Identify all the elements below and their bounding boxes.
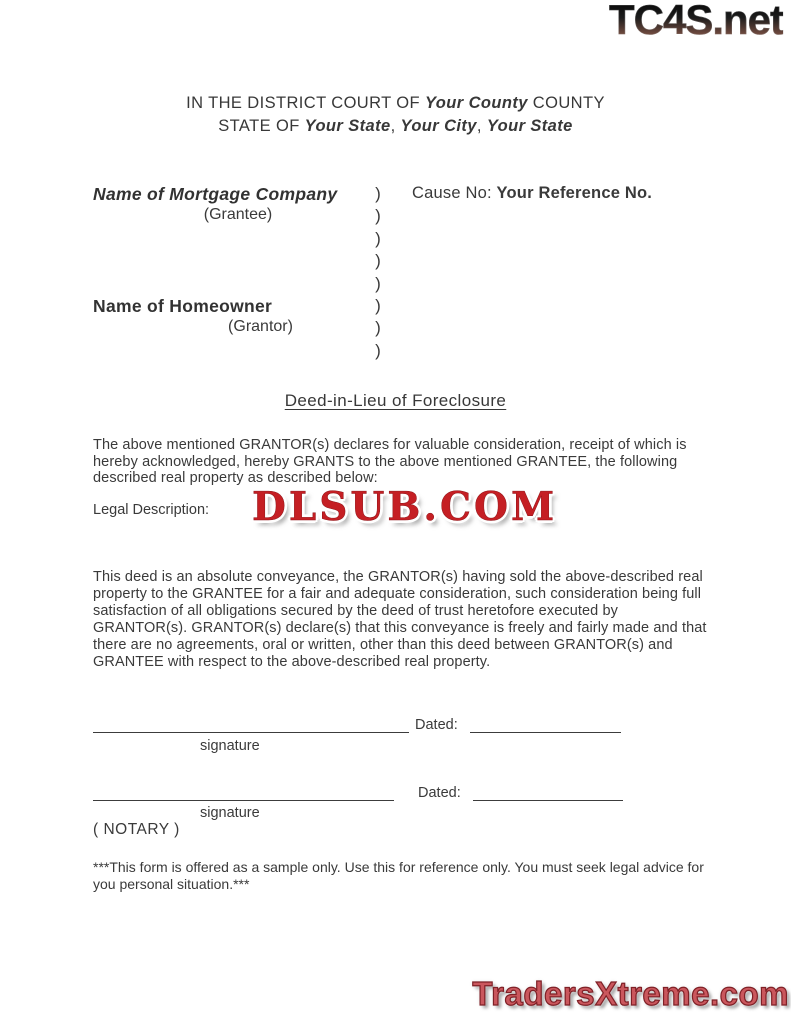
caption-row xyxy=(93,318,733,340)
caption-paren: ) xyxy=(375,340,381,360)
header-text: , xyxy=(390,117,401,135)
caption-paren: ) xyxy=(375,228,381,248)
court-header xyxy=(0,92,791,138)
caption-paren: ) xyxy=(375,295,381,315)
court-header-line2 xyxy=(0,115,791,138)
date-line xyxy=(470,716,621,733)
conveyance-paragraph: This deed is an absolute conveyance, the GRANTOR(s) having sold the above-described real property to the GRANTEE for a fair and adequate consideration, such consideration being full satisfaction of all obligations secured by the deed of trust heretofore executed by GRANTOR(s). GRANTOR(s) declare(s) that this conveyance is freely and fairly made and that there are no agreements, oral or written, other than this deed between GRANTOR(s) and GRANTEE with respect to the above-described real property. xyxy=(93,569,707,670)
caption-row xyxy=(93,229,733,251)
header-text: STATE OF xyxy=(218,117,305,135)
document-title: Deed-in-Lieu of Foreclosure xyxy=(284,391,507,410)
signature-line xyxy=(93,716,409,733)
grantor-name: Name of Homeowner xyxy=(93,295,273,316)
caption-row xyxy=(93,341,733,363)
grantor-role-label: (Grantor) xyxy=(228,318,293,336)
cause-number xyxy=(398,184,733,203)
caption-paren: ) xyxy=(375,251,381,271)
grantee-role-label: (Grantee) xyxy=(203,206,273,224)
your-state-placeholder: Your State xyxy=(304,117,391,135)
notary-label: ( NOTARY ) xyxy=(93,821,180,838)
case-caption xyxy=(93,184,733,363)
caption-row xyxy=(93,296,733,318)
sample-disclaimer: ***This form is offered as a sample only. Use this for reference only. You must seek legal advice for you personal situation.*** xyxy=(93,859,704,892)
your-state-placeholder: Your State xyxy=(486,117,573,135)
header-text: COUNTY xyxy=(527,94,605,112)
dated-label: Dated: xyxy=(415,717,462,733)
signature-row-2 xyxy=(93,784,623,801)
signature-caption-2: signature xyxy=(200,805,260,821)
caption-paren: ) xyxy=(375,184,381,203)
dated-label: Dated: xyxy=(418,785,465,801)
caption-row xyxy=(93,184,733,206)
caption-row xyxy=(93,206,733,228)
caption-paren: ) xyxy=(375,318,381,338)
caption-row xyxy=(93,274,733,296)
cause-value: Your Reference No. xyxy=(496,184,653,202)
grantee-name: Name of Mortgage Company xyxy=(93,184,338,204)
caption-row xyxy=(93,251,733,273)
header-text: , xyxy=(476,117,487,135)
granting-paragraph: The above mentioned GRANTOR(s) declares for valuable consideration, receipt of which is hereby acknowledged, hereby GRANTS to the above mentioned GRANTEE, the following described real property as described below: xyxy=(93,437,687,486)
your-city-placeholder: Your City xyxy=(400,117,477,135)
dlsub-watermark: DLSUB.COM xyxy=(252,484,558,530)
your-county-placeholder: Your County xyxy=(425,94,528,112)
cause-label: Cause No: xyxy=(412,184,497,202)
signature-line xyxy=(93,784,394,801)
tc4s-logo: TC4S.net xyxy=(609,0,783,44)
caption-paren: ) xyxy=(375,273,381,293)
signature-caption-1: signature xyxy=(200,738,260,754)
caption-paren: ) xyxy=(375,206,381,226)
date-line xyxy=(473,784,623,801)
signature-row-1 xyxy=(93,716,621,733)
legal-description-label: Legal Description: xyxy=(93,502,210,518)
header-text: IN THE DISTRICT COURT OF xyxy=(186,94,426,112)
court-header-line1 xyxy=(0,92,791,115)
tradersxtreme-logo: TradersXtreme.com xyxy=(472,975,789,1012)
